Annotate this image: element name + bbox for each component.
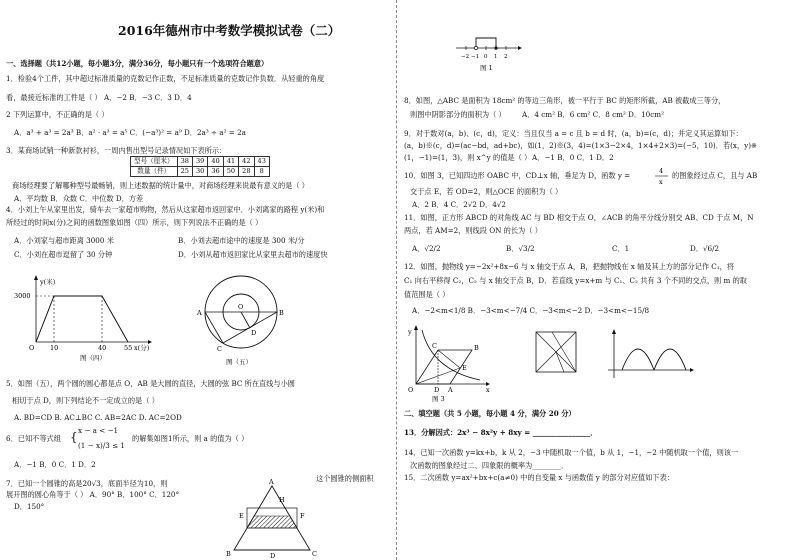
q4-option-b: B．小刘去超市途中的速度是 300 米/分 xyxy=(178,236,305,245)
point-o: O xyxy=(238,303,244,311)
x-label: x xyxy=(486,386,490,394)
q8-line2: 则图中阴影部分的面积为（ ） xyxy=(410,110,506,119)
point-h: H xyxy=(279,496,285,504)
q8-options: A．4 cm² B．6 cm² C．8 cm² D．10cm² xyxy=(522,110,664,119)
q6-post: 的解集如图1所示，则 a 的值为（ ） xyxy=(132,434,249,443)
q13: 13．分解因式：2x³ − 8x²y + 8xy = ________________． xyxy=(404,428,598,437)
q4-option-c: C．小刘在超市逗留了 30 分钟 xyxy=(14,250,113,259)
point-a: A xyxy=(448,386,453,394)
q10-options: A．2 B．4 C．2√2 D．4√2 xyxy=(412,200,506,209)
segment-ce xyxy=(438,350,460,368)
point-d: D xyxy=(251,329,257,337)
q9-line3: (1，−1)=(1，3)，则 x^y 的值是（ ） xyxy=(404,153,532,162)
table-cell: 25 xyxy=(177,167,192,177)
figure-5-circles xyxy=(196,270,286,366)
q12-line2: C₁ 向右平移得 C₂，C₂ 与 x 轴交于点 B，D．若直线 y=x+m 与 C₁、C₂ 共有 3 个不同的交点，则 m 的取 xyxy=(404,276,747,285)
fraction-k-over-x xyxy=(654,166,670,186)
q4-line2: 所经过的时间x(分)之间的函数图象如图（四）所示，则下列说法不正确的是（ ） xyxy=(6,218,263,227)
section-choice-heading: 一、选择题（共12小题，每小题3分，满分36分，每小题只有一个选项符合题意） xyxy=(6,59,269,68)
q11-line1: 11．如图，正方形 ABCD 的对角线 AC 与 BD 相交于点 O，∠ACB 的角平分线分别交 AB、CD 于点 M，N xyxy=(404,213,754,222)
point-b: B xyxy=(474,344,479,352)
parabola-c1 xyxy=(622,349,654,370)
closed-endpoint xyxy=(494,46,497,49)
table-row xyxy=(131,157,270,167)
q5-line2: 相切于点 D，则下列结论不一定成立的是（ ） xyxy=(12,396,159,405)
q1-line1: 1．检验4个工件，其中超过标准质量的克数记作正数，不足标准质量的克数记作负数．从轻重的角度 xyxy=(6,74,325,83)
table-cell: 38 xyxy=(177,157,192,167)
q11-option-d: D．√6/2 xyxy=(690,244,720,253)
table-cell: 数量（件） xyxy=(131,167,178,177)
table-row xyxy=(131,167,270,177)
tick-10: 10 xyxy=(50,344,59,352)
q6-sys1: x − a < −1 xyxy=(78,426,119,435)
y-axis-arrow xyxy=(414,325,418,330)
table-cell: 39 xyxy=(192,157,207,167)
segment-od xyxy=(241,312,250,328)
left-column xyxy=(0,0,396,560)
y-axis-label: y(米) xyxy=(40,278,56,286)
q10-fraction xyxy=(654,166,670,188)
table-cell: 50 xyxy=(223,167,238,177)
figure-12-parabolas xyxy=(604,328,696,382)
q8-line1: 8．如图，△ABC 是面积为 18cm² 的等边三角形，被一平行于 BC 的矩形所截，AB 被截成三等分， xyxy=(404,96,726,105)
q5-options: A. BD=CD B. AC⊥BC C. AB=2AC D. AC=2OD xyxy=(14,413,182,422)
q11-option-b: B．√3/2 xyxy=(506,244,535,253)
q3-table xyxy=(130,156,270,177)
x-axis-arrow xyxy=(690,368,694,372)
q6-options: A．−1 B．0 C．1 D．2 xyxy=(14,460,96,469)
q6-sys2: (1 − x)/3 ≤ 1 xyxy=(78,441,125,450)
figure-1-number-line xyxy=(454,28,524,74)
q6-brace: { xyxy=(70,430,78,444)
figure-11-square xyxy=(528,326,584,380)
q4-option-a: A．小刘家与超市距离 3000 米 xyxy=(14,236,114,245)
section-fill-heading: 二、填空题（共 5 小题，每小题 4 分，满分 20 分） xyxy=(404,409,576,418)
q15: 15．二次函数 y=ax²+bx+c(a≠0) 中的自变量 x 与函数值 y 的部分对应值如下表： xyxy=(404,473,674,482)
page-title: 2016年德州市中考数学模拟试卷（二） xyxy=(118,23,341,38)
table-cell: 41 xyxy=(223,157,238,167)
q7-line1b: 这个圆锥的侧面积 xyxy=(316,474,374,483)
q11-line2: 两点，若 AM=2，则线段 ON 的长为（ ） xyxy=(404,226,542,235)
segment-ac xyxy=(205,312,223,343)
q14-line1: 14．已知一次函数 y=kx+b，k 从 2，−3 中随机取一个值，b 从 1，−1，−2 中随机取一个值，则该一 xyxy=(404,448,739,457)
point-a: A xyxy=(269,478,274,486)
q4-option-d: D．小刘从超市返回家比从家里去超市的速度快 xyxy=(178,250,328,259)
right-column xyxy=(398,0,794,560)
q10-line1b: 的图象经过点 C，且与 AB xyxy=(672,171,758,180)
x-axis-label: x(分) xyxy=(134,344,150,352)
point-b: B xyxy=(226,550,231,558)
q12-line3: 值范围是（ ） xyxy=(404,290,450,299)
tick-label: 0 xyxy=(484,54,488,60)
fraction-denominator: x xyxy=(659,178,663,186)
q3-stem: 3．某商场试销一种新款衬衫，一周内售出型号记录情况如下表所示： xyxy=(6,146,227,155)
point-c: C xyxy=(432,342,437,350)
point-c: C xyxy=(217,345,222,353)
point-d: D xyxy=(270,552,276,560)
q7-line3: D．150° xyxy=(14,502,45,511)
distance-time-line xyxy=(36,296,128,342)
origin-label: O xyxy=(29,344,35,352)
figure-3-graph xyxy=(406,322,492,402)
q12-options: A．−2<m<1/8 B．−3<m<−7/4 C．−3<m<−2 D．−3<m<−15/8 xyxy=(412,306,650,315)
y-axis-arrow xyxy=(34,275,38,280)
table-cell: 43 xyxy=(254,157,269,167)
q4-line1: 4．小刘上午从家里出发，骑车去一家超市购物，然后从这家超市返回家中．小刘离家的路程 y(米)和 xyxy=(6,205,325,214)
q11-option-a: A．√2/2 xyxy=(412,244,441,253)
table-cell: 30 xyxy=(192,167,207,177)
q9-options: A．−1 B．0 C．1 D．2 xyxy=(532,153,614,162)
tick-label: 2 xyxy=(504,54,508,60)
q3-options: A．平均数 B．众数 C．中位数 D．方差 xyxy=(14,194,144,203)
point-f: F xyxy=(300,512,305,520)
table-cell: 8 xyxy=(254,167,269,177)
open-endpoint xyxy=(474,46,477,49)
q7-line2: 展开图的圆心角等于（ ） A．90° B．100° C．120° xyxy=(6,490,180,499)
tick-3000: 3000 xyxy=(14,292,31,300)
table-cell: 28 xyxy=(239,167,254,177)
q9-line2: (a，b)※(c，d)=(ac−bd，ad+bc)，如(1，2)※(3，4)=(1×3−2×4，1×4+2×3)=(−5，10)．若(x，y)※ xyxy=(404,141,758,150)
tick-40: 40 xyxy=(98,344,107,352)
point-b: B xyxy=(279,309,284,317)
point-e: E xyxy=(239,512,244,520)
table-cell: 型号（厘米） xyxy=(131,157,178,167)
figure-5-caption: 图（五） xyxy=(226,358,252,366)
q3-line3: 商场经理要了解哪种型号最畅销，则上述数据的统计量中，对商场经理来说最有意义的是（ ） xyxy=(12,181,309,190)
shaded-region xyxy=(247,516,297,528)
figure-3-caption: 图 3 xyxy=(432,395,445,403)
figure-1-caption: 图 1 xyxy=(480,64,493,72)
fraction-numerator: 4 xyxy=(659,167,664,175)
tick-55: 55 xyxy=(124,344,133,352)
q6-pre: 6．已知不等式组 xyxy=(6,434,61,443)
q2-stem: 2 下列运算中，不正确的是（ ） xyxy=(6,110,109,119)
origin-label: O xyxy=(408,386,414,394)
q2-options: A．a³ + a³ = 2a³ B．a² · a³ = a⁵ C．(−a³)² = a⁹ D．2a³ ÷ a² = 2a xyxy=(14,128,246,137)
q9-line1: 9．对于数对(a，b)、(c，d)，定义：当且仅当 a = c 且 b = d 时，(a，b)=(c，d)；并定义其运算如下： xyxy=(404,129,743,138)
point-a: A xyxy=(197,309,202,317)
table-cell: 40 xyxy=(208,157,223,167)
q7-line1a: 7．已知一个圆锥的高是20√3，底面半径为10，则 xyxy=(6,479,168,488)
q1-line2: 看，最接近标准的工件是（ ） A．−2 B．−3 C．3 D．4 xyxy=(6,93,192,102)
q10-line1a: 10．如图 3，已知四边形 OABC 中，CD⊥x 轴，垂足为 D，函数 y = xyxy=(404,171,631,180)
hyperbola xyxy=(422,330,480,380)
table-cell: 36 xyxy=(208,167,223,177)
y-axis-arrow xyxy=(612,329,616,334)
figure-4-graph xyxy=(14,272,154,362)
segment-on xyxy=(556,352,564,372)
point-e: E xyxy=(462,364,467,372)
point-d: D xyxy=(434,386,440,394)
figure-8-triangle xyxy=(224,478,320,560)
number-line-arrow xyxy=(518,46,522,50)
q14-line2: 次函数的图象经过二、四象限的概率为________． xyxy=(410,461,569,470)
q12-line1: 12．如图，抛物线 y=−2x²+8x−6 与 x 轴交于点 A，B，把抛物线在 x 轴及其上方的部分记作 C₁，将 xyxy=(404,262,735,271)
y-label: y xyxy=(408,328,412,336)
q10-line2: 交于点 E，若 OD=2，则△OCE 的面积为（ ） xyxy=(410,187,563,196)
q11-option-c: C．1 xyxy=(612,244,630,253)
parabola-c2 xyxy=(654,349,686,370)
figure-4-caption: 图（四） xyxy=(80,354,106,362)
table-cell: 42 xyxy=(239,157,254,167)
point-c: C xyxy=(312,550,317,558)
q5-line1: 5．如图（五），两个圆的圆心都是点 O，AB 是大圆的直径，大圆的弦 BC 所在直线与小圆 xyxy=(6,379,295,388)
tick-label: −1 xyxy=(471,54,480,60)
tick-label: −2 xyxy=(461,54,470,60)
tick-label: 1 xyxy=(494,54,498,60)
